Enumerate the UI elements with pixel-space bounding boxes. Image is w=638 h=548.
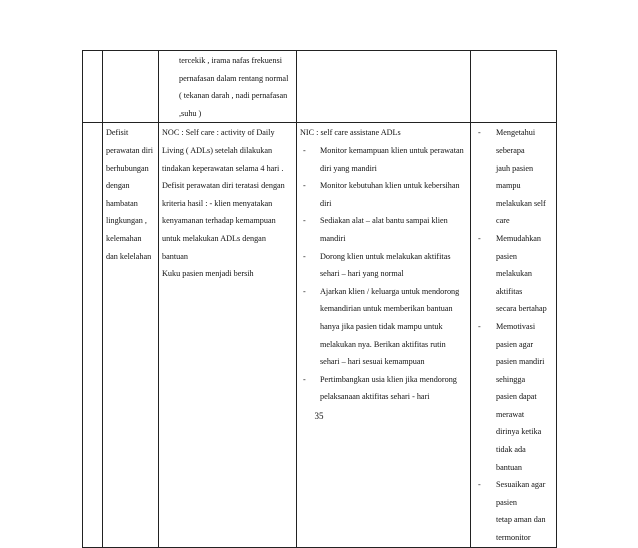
list-bullet: -	[303, 181, 306, 191]
text-line: berhubungan	[106, 163, 149, 173]
text-line: Sesuaikan agar pasien	[496, 480, 546, 507]
text-line: tercekik , irama nafas frekuensi	[179, 56, 282, 65]
text-line: Sediakan alat – alat bantu sampai klien	[320, 216, 448, 226]
list-item	[300, 283, 467, 371]
text-line: melakukan nya. Berikan aktifitas rutin	[320, 339, 446, 349]
text-line: pasien mandiri sehingga	[496, 357, 545, 384]
text-line: jauh pasien mampu	[496, 163, 534, 191]
list-item	[474, 230, 553, 318]
text-line: hanya jika pasien tidak mampu untuk	[320, 321, 443, 331]
list-bullet: -	[303, 251, 306, 261]
list-item	[474, 476, 553, 546]
noc-cell	[159, 123, 297, 547]
text-line: dengan	[106, 181, 130, 191]
text-line: melakukan self care	[496, 198, 546, 226]
list-item	[474, 124, 553, 230]
rationale	[471, 123, 556, 546]
nic-cell	[297, 123, 471, 547]
text-line: Defisit perawatan diri teratasi dengan	[162, 181, 285, 191]
text-line: kemandirian untuk memberikan bantuan	[320, 304, 453, 314]
text-line: sehari – hari sesuai kemampuan	[320, 357, 425, 367]
list-bullet: -	[478, 321, 481, 331]
text-line: pelaksanaan aktifitas sehari - hari	[320, 392, 430, 402]
text-line: lingkungan ,	[106, 216, 147, 226]
list-item	[300, 212, 467, 247]
text-line: secara bertahap	[496, 304, 547, 314]
text-line: hambatan	[106, 198, 138, 208]
text-line: Kuku pasien menjadi bersih	[162, 269, 254, 279]
list-item	[300, 248, 467, 283]
text-line: Living ( ADLs) setelah dilakukan	[162, 145, 273, 155]
number-cell	[83, 123, 103, 547]
nic-title: NIC : self care assistane ADLs	[300, 128, 401, 138]
text-line: ( tekanan darah , nadi pernafasan	[179, 91, 288, 101]
list-item	[300, 142, 467, 177]
text-line: sehari – hari yang normal	[320, 269, 404, 279]
list-bullet: -	[303, 216, 306, 226]
text-line: termonitor	[496, 533, 531, 543]
text-line: pernafasan dalam rentang normal	[179, 73, 289, 83]
diagnosis-cell	[103, 51, 159, 123]
page-number: 35	[314, 411, 324, 421]
table-row	[83, 51, 557, 123]
noc-cell	[159, 51, 297, 123]
text-line: mandiri	[320, 233, 346, 243]
text-line: Memudahkan pasien	[496, 233, 542, 261]
list-item	[474, 318, 553, 476]
number-cell	[83, 51, 103, 123]
text-line: NOC : Self care : activity of Daily	[162, 128, 275, 138]
text-line: diri	[320, 198, 332, 208]
text-line: perawatan diri	[106, 145, 154, 155]
text-line: Pertimbangkan usia klien jika mendorong	[320, 374, 457, 384]
text-line: tetap aman dan	[496, 515, 546, 525]
text-line: bantuan	[496, 462, 522, 472]
list-bullet: -	[478, 128, 481, 138]
text-line: kelemahan	[106, 233, 142, 243]
list-item	[300, 177, 467, 212]
text-line: kenyamanan terhadap kemampuan	[162, 216, 276, 226]
nic-cell	[297, 51, 471, 123]
rationale-cell	[471, 123, 557, 547]
list-bullet: -	[478, 480, 481, 490]
text-line: tindakan keperawatan selama 4 hari .	[162, 163, 284, 173]
nic-interventions	[297, 123, 470, 406]
text-line: bantuan	[162, 251, 188, 261]
table-row	[83, 123, 557, 547]
text-line: kriteria hasil : - klien menyatakan	[162, 198, 273, 208]
list-bullet: -	[303, 374, 306, 384]
text-line: untuk melakukan ADLs dengan	[162, 233, 266, 243]
text-line: melakukan aktifitas	[496, 269, 532, 296]
text-line: Monitor kemampuan klien untuk perawatan	[320, 145, 464, 155]
list-bullet: -	[303, 145, 306, 155]
list-bullet: -	[478, 233, 481, 243]
text-line: Dorong klien untuk melakukan aktifitas	[320, 251, 451, 261]
noc-continuation	[159, 51, 296, 122]
noc-outcome	[159, 123, 296, 282]
text-line: pasien dapat merawat	[496, 392, 537, 419]
text-line: dirinya ketika tidak ada	[496, 427, 542, 455]
text-line: Memotivasi pasien agar	[496, 321, 536, 349]
text-line: Mengetahui seberapa	[496, 128, 536, 155]
text-line: diri yang mandiri	[320, 163, 377, 173]
text-line: Ajarkan klien / keluarga untuk mendorong	[320, 286, 460, 296]
text-line: ,suhu )	[179, 108, 202, 118]
text-line: Monitor kebutuhan klien untuk kebersihan	[320, 181, 460, 191]
list-item	[300, 371, 467, 406]
list-bullet: -	[303, 286, 306, 296]
text-line: dan kelelahan	[106, 251, 152, 261]
nursing-diagnosis	[103, 123, 158, 265]
diagnosis-cell	[103, 123, 159, 547]
nursing-care-plan-table	[82, 50, 557, 548]
rationale-cell	[471, 51, 557, 123]
text-line: Defisit	[106, 128, 129, 138]
